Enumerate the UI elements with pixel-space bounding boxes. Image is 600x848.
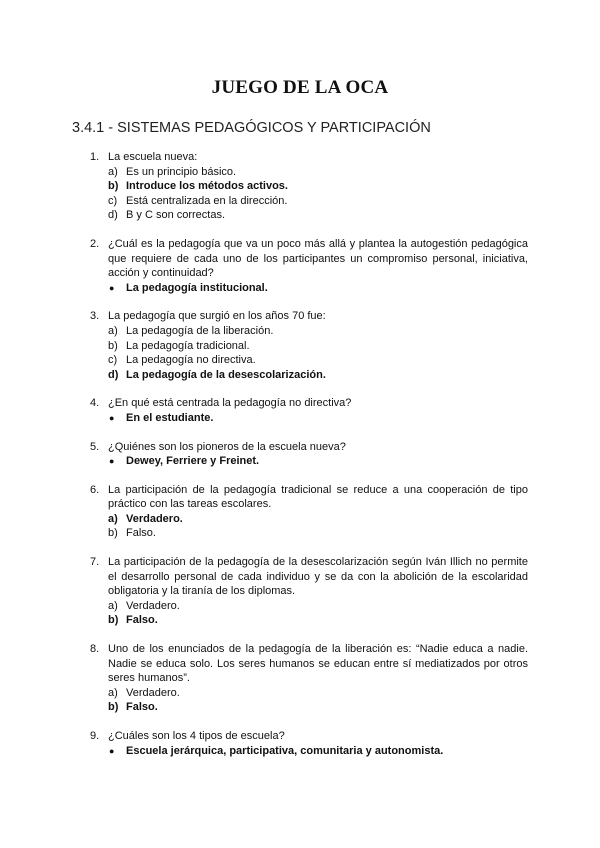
question-4 [0, 396, 600, 425]
question-text: ¿En qué está centrada la pedagogía no directiva? [108, 397, 352, 410]
question-2 [0, 237, 600, 295]
option-letter: a) [108, 324, 118, 337]
option-text: Falso. [126, 614, 158, 627]
answer-text: La pedagogía institucional. [126, 281, 268, 294]
answer-text: Dewey, Ferriere y Freinet. [126, 455, 260, 468]
question-text: La participación de la pedagogía de la desescolarización según Iván Illich no permite el desarrollo personal de cada individuo y se da con la abolición de la escolaridad obligatoria y la tiranía de los diplomas. [108, 556, 528, 598]
option-b-correct [108, 179, 528, 194]
options-list [108, 165, 528, 223]
option-d-correct [108, 368, 528, 383]
question-number: 4. [90, 397, 100, 410]
option-b-correct [108, 700, 528, 715]
option-letter: b) [108, 701, 119, 714]
answer [108, 454, 528, 469]
option-a-correct [108, 512, 528, 527]
option-letter: a) [108, 686, 118, 699]
option-a [108, 324, 528, 339]
option-a [108, 686, 528, 701]
question-text: La participación de la pedagogía tradicional se reduce a una cooperación de tipo práctico con las tareas escolares. [108, 483, 528, 511]
question-text: La escuela nueva: [108, 151, 198, 163]
option-letter: b) [108, 614, 119, 627]
option-d [108, 208, 528, 223]
question-list [0, 150, 600, 758]
option-text: Es un principio básico. [126, 165, 237, 178]
option-text: Falso. [126, 701, 158, 714]
option-a [108, 599, 528, 614]
bullet-icon: ● [109, 412, 115, 423]
answer [108, 411, 528, 426]
section-heading: 3.4.1 - SISTEMAS PEDAGÓGICOS Y PARTICIPACIÓN [72, 120, 431, 136]
option-letter: c) [108, 354, 118, 367]
option-letter: a) [108, 599, 118, 612]
question-number: 2. [90, 237, 100, 250]
option-text: Falso. [126, 527, 156, 540]
option-letter: d) [108, 209, 118, 222]
option-letter: a) [108, 512, 118, 525]
option-text: Verdadero. [126, 599, 180, 612]
option-letter: a) [108, 165, 118, 178]
question-text: ¿Quiénes son los pioneros de la escuela nueva? [108, 440, 346, 453]
question-text: Uno de los enunciados de la pedagogía de la liberación es: “Nadie educa a nadie. Nadie se educa solo. Los seres humanos se educan entre sí mediatizados por otros seres humanos”. [108, 643, 528, 685]
options-list [108, 599, 528, 628]
question-3 [0, 309, 600, 382]
options-list [108, 324, 528, 382]
question-number: 5. [90, 440, 100, 453]
option-text: La pedagogía no directiva. [126, 354, 256, 367]
bullet-icon: ● [109, 745, 115, 756]
question-text: ¿Cuáles son los 4 tipos de escuela? [108, 730, 285, 742]
options-list [108, 512, 528, 541]
question-number: 8. [90, 643, 100, 656]
options-list [108, 686, 528, 715]
option-letter: b) [108, 339, 118, 352]
option-b [108, 526, 528, 541]
question-number: 1. [90, 151, 100, 163]
option-text: La pedagogía de la liberación. [126, 324, 274, 337]
answer [108, 744, 528, 759]
option-text: Está centralizada en la dirección. [126, 194, 288, 207]
option-c [108, 353, 528, 368]
option-c [108, 194, 528, 209]
option-text: B y C son correctas. [126, 209, 226, 222]
question-number: 6. [90, 483, 100, 496]
option-text: La pedagogía de la desescolarización. [126, 368, 326, 381]
option-letter: b) [108, 527, 118, 540]
question-text: La pedagogía que surgió en los años 70 fue: [108, 310, 326, 323]
bullet-icon: ● [109, 456, 115, 467]
question-1 [0, 150, 600, 223]
option-letter: b) [108, 180, 119, 193]
answer-text: En el estudiante. [126, 411, 214, 424]
question-text: ¿Cuál es la pedagogía que va un poco más allá y plantea la autogestión pedagógica que requiere de cada uno de los participantes un compromiso personal, iniciativa, acción y continuidad? [108, 237, 528, 280]
question-number: 9. [90, 730, 100, 742]
option-letter: c) [108, 194, 118, 207]
question-5 [0, 440, 600, 469]
question-9 [0, 729, 600, 758]
option-text: Verdadero. [126, 686, 180, 699]
bullet-icon: ● [109, 282, 115, 293]
answer [108, 281, 528, 296]
answer-text: Escuela jerárquica, participativa, comunitaria y autonomista. [126, 744, 444, 757]
option-text: Introduce los métodos activos. [126, 180, 288, 193]
option-a [108, 165, 528, 180]
option-text: Verdadero. [126, 512, 183, 525]
option-b [108, 339, 528, 354]
option-letter: d) [108, 368, 119, 381]
option-b-correct [108, 613, 528, 628]
option-text: La pedagogía tradicional. [126, 339, 250, 352]
question-6 [0, 483, 600, 541]
document-title: JUEGO DE LA OCA [211, 77, 389, 98]
question-7 [0, 555, 600, 628]
question-8 [0, 642, 600, 715]
question-number: 7. [90, 556, 100, 569]
question-number: 3. [90, 310, 100, 323]
